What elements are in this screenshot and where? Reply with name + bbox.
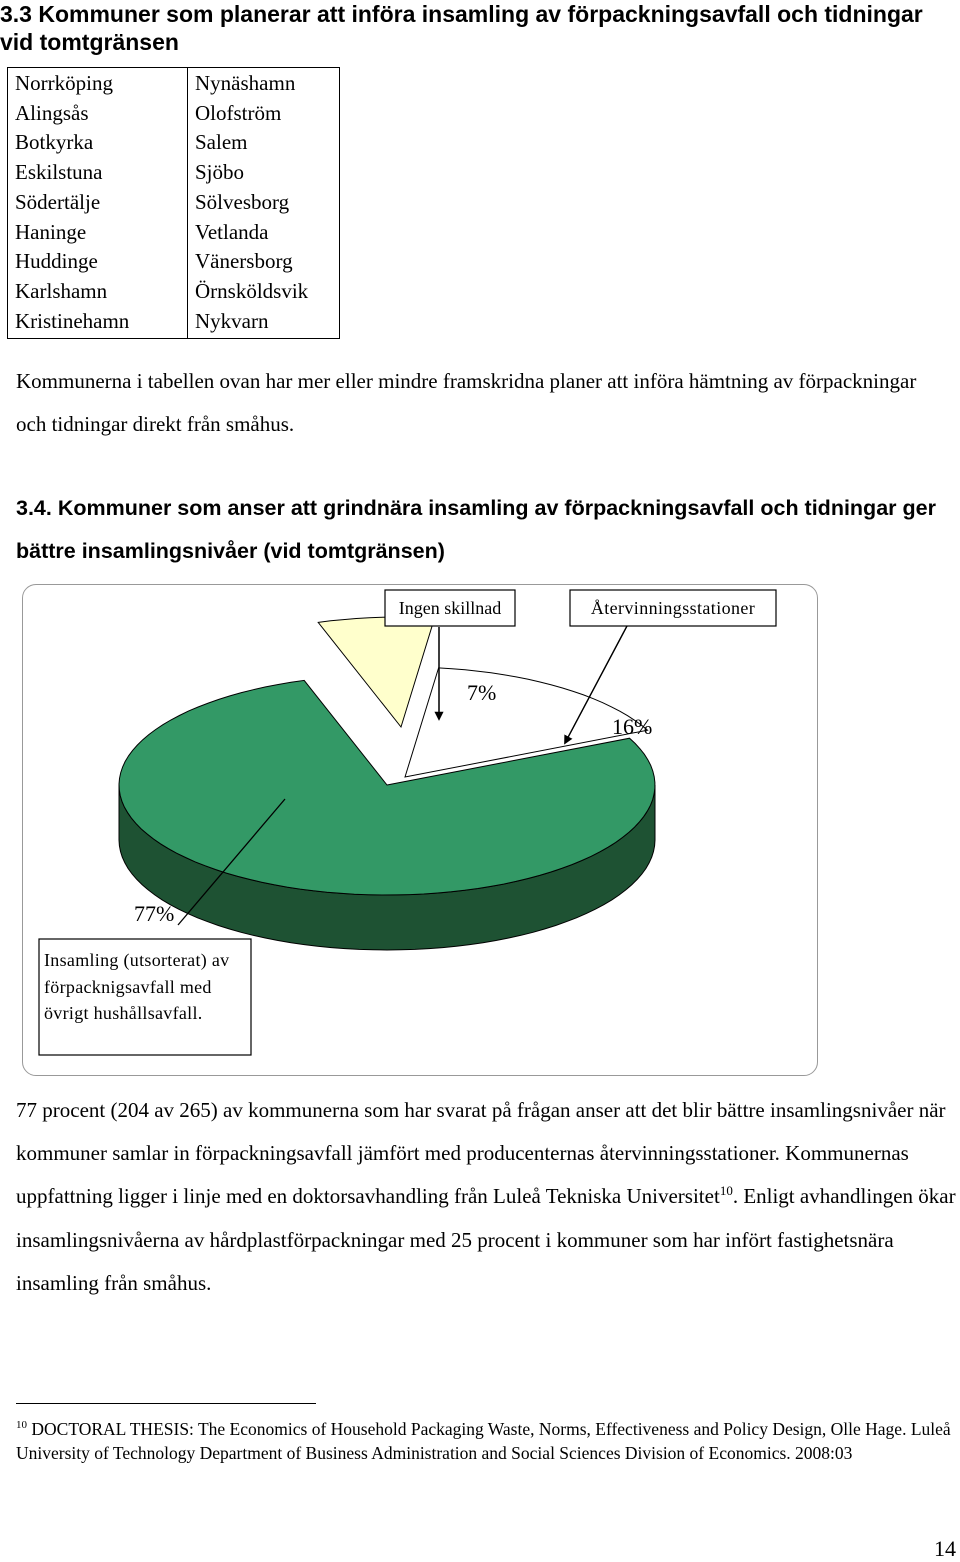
slice-value-label-7: 7% bbox=[467, 680, 497, 705]
kommun-name: Botkyrka bbox=[15, 130, 94, 155]
kommun-name: Vänersborg bbox=[195, 249, 293, 274]
legend-label-insamling: Insamling (utsorterat) av förpacknigsavfall med övrigt hushållsavfall. bbox=[44, 950, 230, 1023]
footnote-reference[interactable]: 10 bbox=[719, 1183, 733, 1199]
footnote bbox=[16, 1417, 956, 1465]
footnote-divider bbox=[16, 1403, 316, 1404]
footnote-text: DOCTORAL THESIS: The Economics of Household Packaging Waste, Norms, Effectiveness and Policy Design, Olle Hage. Luleå University of Technology Department of Business Administration and Social Sciences Division of Economics. 2008:03 bbox=[16, 1419, 951, 1463]
kommun-name: Haninge bbox=[15, 219, 87, 244]
pie-chart bbox=[23, 585, 817, 1075]
kommun-name: Nynäshamn bbox=[195, 71, 296, 95]
kommun-name: Örnsköldsvik bbox=[195, 278, 309, 303]
legend-label-ingen-skillnad: Ingen skillnad bbox=[398, 598, 502, 618]
kommun-name: Sjöbo bbox=[195, 160, 245, 185]
page-number: 14 bbox=[934, 1536, 956, 1561]
kommun-name: Olofström bbox=[195, 100, 282, 125]
kommun-name: Sölvesborg bbox=[195, 189, 290, 214]
section-3-3-paragraph: Kommunerna i tabellen ovan har mer eller mindre framskridna planer att införa hämtning av förpackningar och tidningar direkt från småhus. bbox=[16, 369, 917, 436]
kommun-name: Vetlanda bbox=[195, 219, 269, 244]
body-text-part-1: 77 procent (204 av 265) av kommunerna som har svarat på frågan anser att det blir bättre insamlingsnivåer när kommuner samlar in förpackningsavfall jämfört med producenternas återvinningsstationer. Kommunernas uppfattning ligger i linje med en doktorsavhandling från Luleå Tekniska Universitet bbox=[16, 1098, 946, 1209]
pie-chart-frame bbox=[22, 584, 818, 1076]
kommun-name: Karlshamn bbox=[15, 278, 108, 303]
kommuner-column-1 bbox=[8, 68, 188, 339]
legend-label-atervinningsstationer: Återvinningsstationer bbox=[590, 598, 756, 618]
kommun-name: Kristinehamn bbox=[15, 308, 130, 333]
section-3-3-title: 3.3 Kommuner som planerar att införa insamling av förpackningsavfall och tidningar vid tomtgränsen bbox=[0, 1, 923, 55]
footnote-mark: 10 bbox=[16, 1419, 27, 1432]
kommun-name: Södertälje bbox=[15, 189, 101, 214]
slice-value-label-77: 77% bbox=[134, 901, 175, 926]
kommun-name: Nykvarn bbox=[195, 308, 269, 333]
body-paragraph bbox=[16, 1089, 956, 1305]
slice-value-label-16: 16% bbox=[612, 714, 653, 739]
kommuner-column-2 bbox=[188, 68, 340, 339]
section-3-4-title: 3.4. Kommuner som anser att grindnära insamling av förpackningsavfall och tidningar ger bättre insamlingsnivåer (vid tomtgränsen) bbox=[16, 496, 936, 563]
kommun-name: Norrköping bbox=[15, 71, 113, 95]
pie-slice bbox=[318, 617, 434, 727]
kommun-name: Eskilstuna bbox=[15, 160, 103, 185]
kommuner-table bbox=[7, 67, 340, 339]
kommun-name: Alingsås bbox=[15, 100, 89, 125]
body-text-part-2: . Enligt avhandlingen ökar insamlingsnivåerna av hårdplastförpackningar med 25 procent i kommuner som har infört fastighetsnära insamling från småhus. bbox=[16, 1184, 956, 1295]
kommun-name: Salem bbox=[195, 130, 248, 155]
kommun-name: Huddinge bbox=[15, 249, 98, 274]
